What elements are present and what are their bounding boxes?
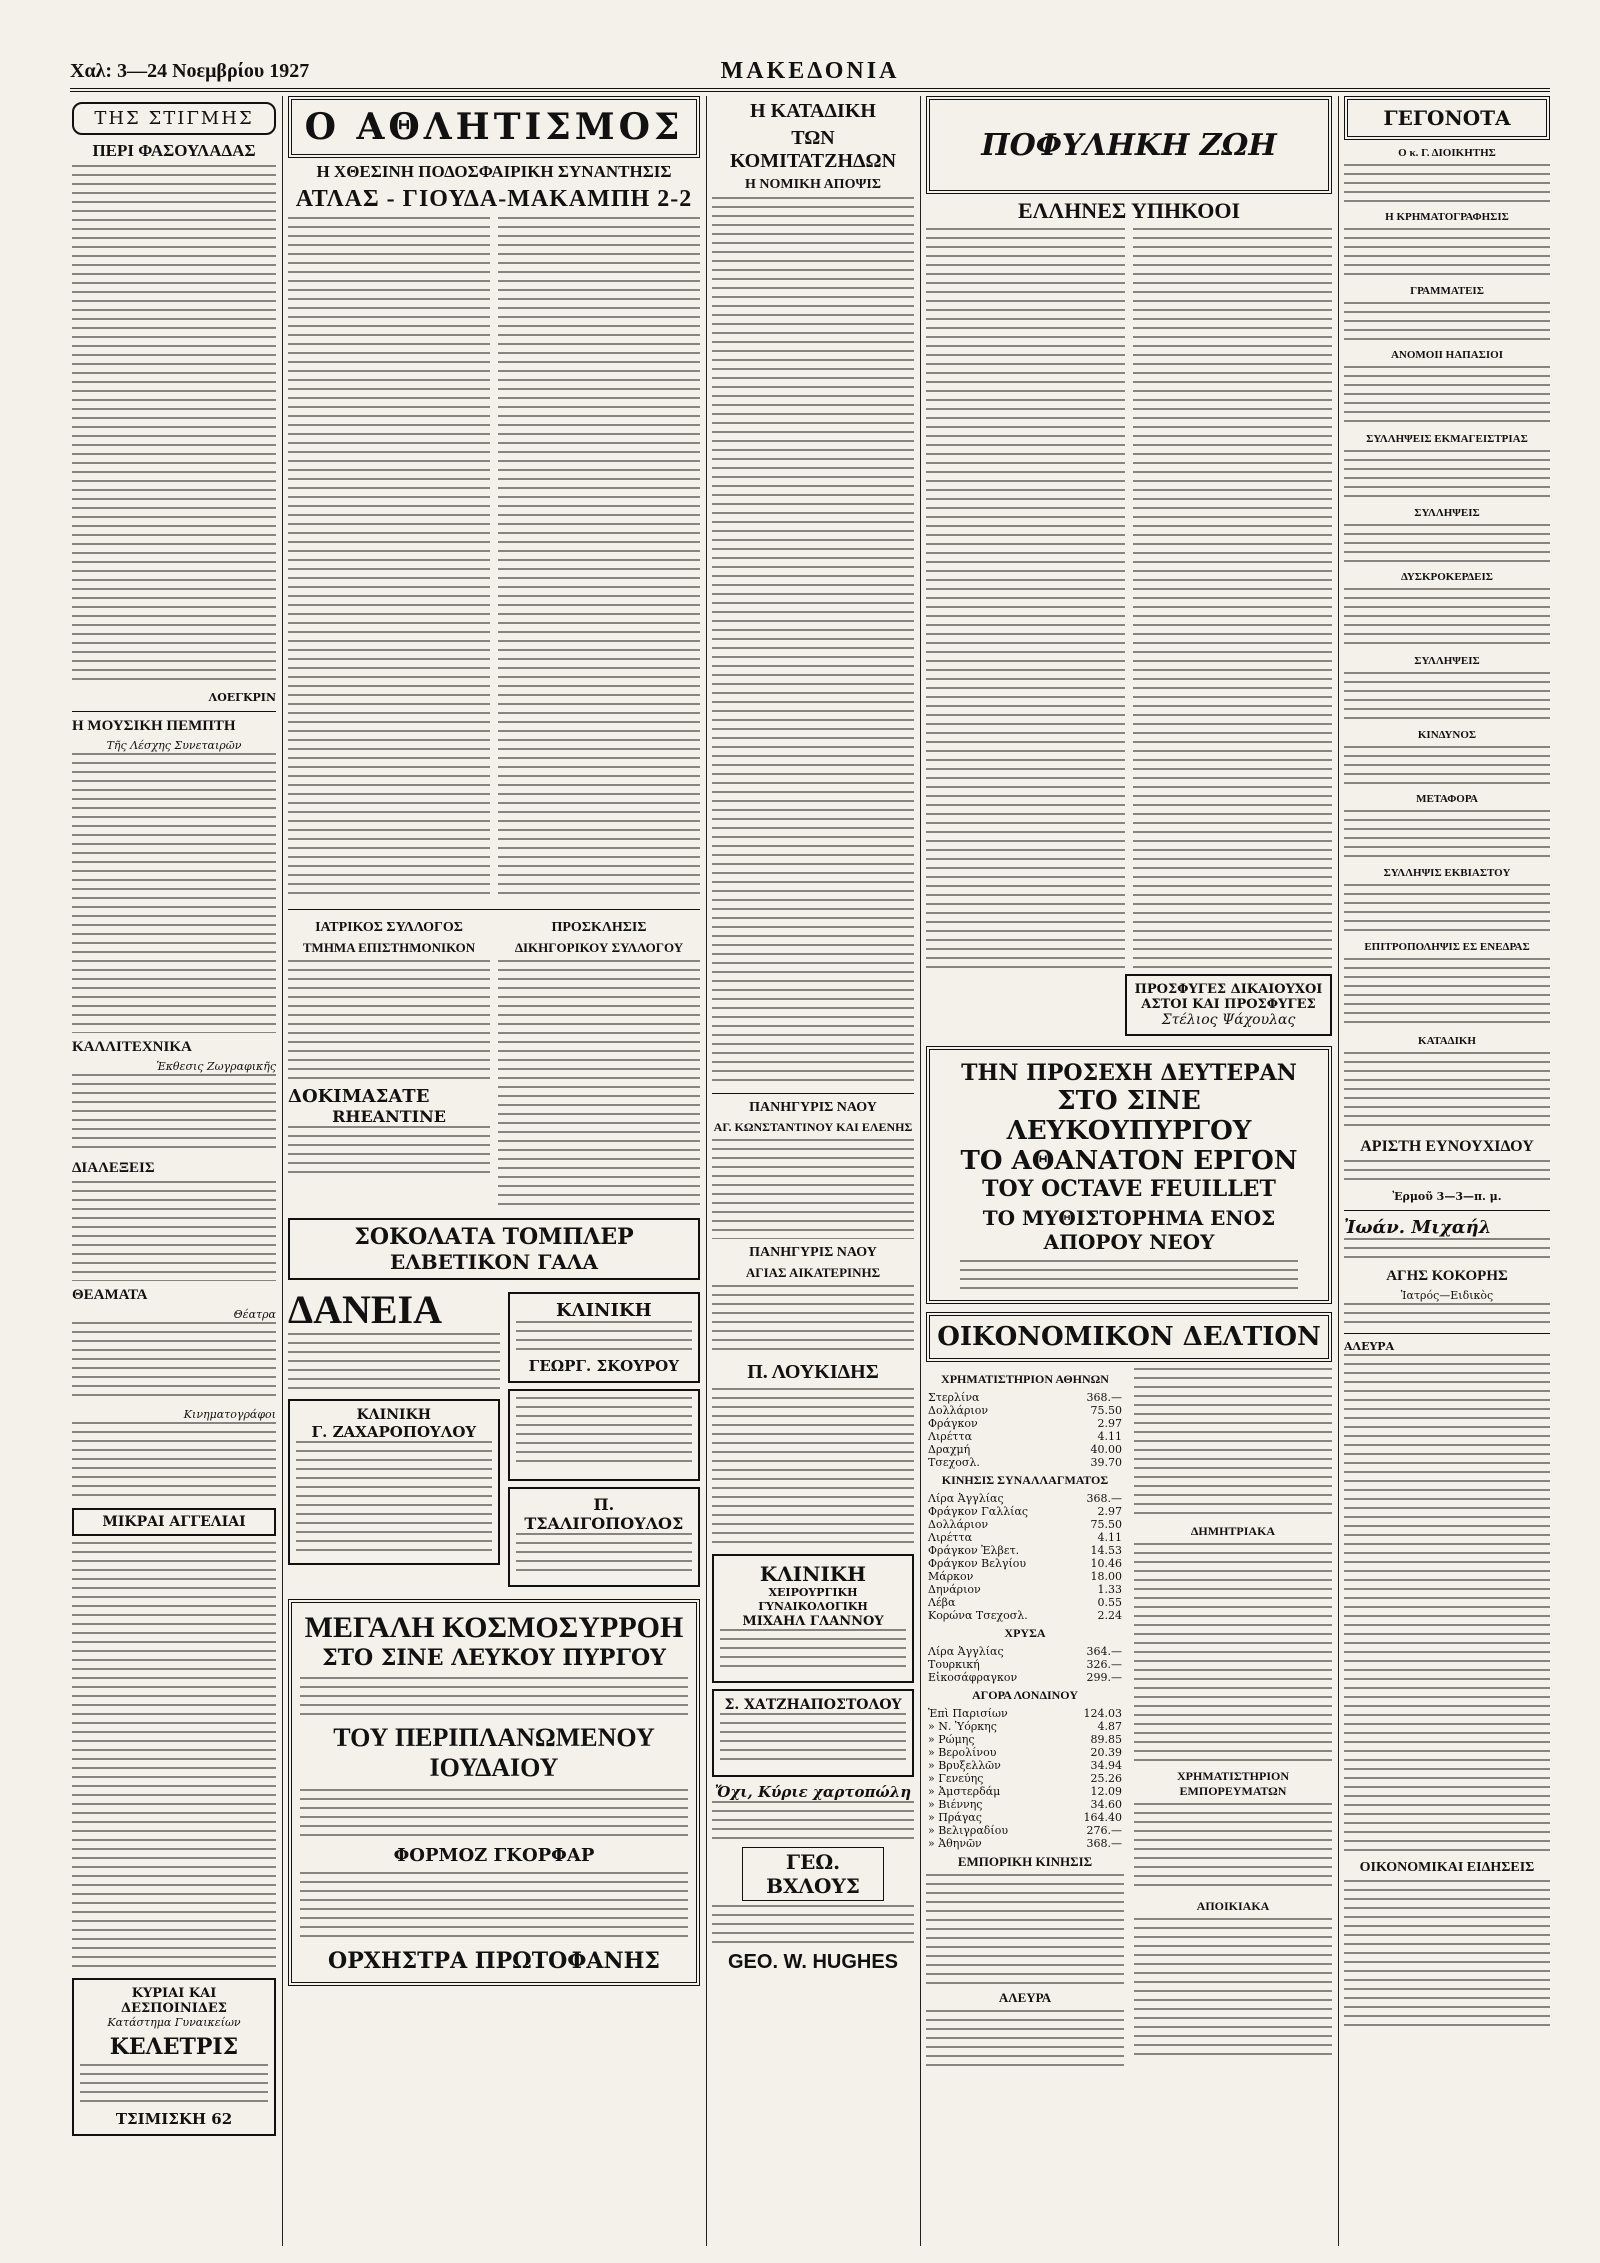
item-text [1344, 672, 1550, 722]
cinema-big-ad [288, 1599, 700, 1986]
notice-sub: ΤΜΗΜΑ ΕΠΙΣΤΗΜΟΝΙΚΟΝ [302, 940, 476, 955]
ad-name: Ἰωάν. Μιχαήλ [1344, 1217, 1492, 1238]
table-row [926, 1430, 1124, 1443]
row-value: 326.— [1086, 1658, 1122, 1671]
row-value: 0.55 [1097, 1596, 1122, 1609]
notice-heading: ΠΑΝΗΓΥΡΙΣ ΝΑΟΥ [749, 1245, 877, 1260]
row-value: 4.87 [1097, 1720, 1122, 1733]
row-value: 4.11 [1097, 1430, 1122, 1443]
table-row [926, 1596, 1124, 1609]
item-text [1344, 1052, 1550, 1132]
ad-address: ΤΣΙΜΙΣΚΗ 62 [115, 2110, 233, 2128]
row-label: Λίρα Ἀγγλίας [928, 1645, 1004, 1658]
lawyers-notice [498, 916, 700, 1086]
classified-ads [72, 1542, 276, 1972]
article-text [72, 1422, 276, 1502]
ad-product: RHEANTINE [332, 1107, 446, 1126]
item-text [1344, 746, 1550, 786]
section-heading: ΚΑΛΛΙΤΕΧΝΙΚΑ [72, 1039, 192, 1055]
table-row [926, 1583, 1124, 1596]
table-title: ΧΡΗΜΑΤΙΣΤΗΡΙΟΝ ΕΜΠΟΡΕΥΜΑΤΩΝ [1176, 1769, 1289, 1798]
row-value: 40.00 [1090, 1443, 1122, 1456]
table-row [926, 1492, 1124, 1505]
row-label: » Βρυξελλῶν [928, 1759, 1001, 1772]
rheantine-ad [288, 1086, 490, 1212]
row-label: » Βελιγραδίου [928, 1824, 1009, 1837]
item-heading: ΓΡΑΜΜΑΤΕΙΣ [1410, 285, 1484, 297]
stocks-table [926, 1391, 1124, 1469]
newspaper-title: ΜΑΚΕΔΟΝΙΑ [720, 58, 900, 84]
commerce-text [926, 1874, 1124, 1984]
ad-line: ΤΟΥ ΠΕΡΙΠΛΑΝΩΜΕΝΟΥ ΙΟΥΔΑΙΟΥ [333, 1723, 655, 1782]
article-text [712, 197, 914, 1087]
ad-line: ΤΟ ΑΘΑΝΑΤΟΝ ΕΡΓΟΝ [960, 1146, 1298, 1176]
sports-section-title: Ο ΑΘΛΗΤΙΣΜΟΣ [288, 96, 700, 158]
notice-heading: ΙΑΤΡΙΚΟΣ ΣΥΛΛΟΓΟΣ [315, 920, 463, 935]
row-value: 164.40 [1083, 1811, 1122, 1824]
article-text [72, 1181, 276, 1281]
headline-line: ΤΩΝ ΚΟΜΙΤΑΤΖΗΔΩΝ [729, 127, 897, 172]
row-value: 12.09 [1090, 1785, 1122, 1798]
signature: ΛΟΕΓΚΡΙΝ [208, 691, 276, 704]
item-text [1344, 228, 1550, 278]
ad-name: ΚΕΛΕΤΡΙΣ [109, 2034, 239, 2060]
table-row [926, 1798, 1124, 1811]
table-title: ΚΙΝΗΣΙΣ ΣΥΝΑΛΛΑΓΜΑΤΟΣ [941, 1473, 1109, 1487]
ad-sub: ΕΛΒΕΤΙΚΟΝ ΓΑΛΑ [390, 1250, 598, 1274]
hat-ad-title: Ὄχι, Κύριε χαρτοπώλη [714, 1783, 912, 1801]
table-row [926, 1404, 1124, 1417]
row-value: 34.94 [1090, 1759, 1122, 1772]
ad-doctor: Γ. ΖΑΧΑΡΟΠΟΥΛΟΥ [311, 1423, 477, 1441]
doctor-ad-title: Π. ΛΟΥΚΙΔΗΣ [747, 1361, 879, 1383]
notice-heading: ΠΑΝΗΓΥΡΙΣ ΝΑΟΥ [749, 1100, 877, 1115]
section-heading: Η ΜΟΥΣΙΚΗ ΠΕΜΠΤΗ [72, 718, 236, 734]
table-row [926, 1531, 1124, 1544]
article-text [72, 1074, 276, 1154]
clinic-ad [288, 1399, 500, 1565]
row-label: Ἐπὶ Παρισίων [928, 1707, 1008, 1720]
row-value: 75.50 [1090, 1404, 1122, 1417]
row-label: Λίρα Ἀγγλίας [928, 1492, 1004, 1505]
item-heading: ΣΥΛΛΗΨΕΙΣ [1414, 507, 1480, 519]
ad-doctor: ΓΕΩΡΓ. ΣΚΟΥΡΟΥ [528, 1357, 679, 1375]
ad-title: Π. ΤΣΑΛΙΓΟΠΟΥΛΟΣ [524, 1495, 684, 1533]
row-value: 10.46 [1090, 1557, 1122, 1570]
notice-sub: ΔΙΚΗΓΟΡΙΚΟΥ ΣΥΛΛΟΓΟΥ [514, 940, 684, 955]
ad-text [516, 1321, 692, 1351]
table-row [926, 1824, 1124, 1837]
row-value: 2.24 [1097, 1609, 1122, 1622]
table-row [926, 1785, 1124, 1798]
item-heading: Ο κ. Γ. ΔΙΟΙΚΗΤΗΣ [1398, 147, 1496, 159]
article-text [72, 753, 276, 1033]
headline-line: Η ΚΑΤΑΔΙΚΗ [750, 100, 876, 122]
row-label: Εἰκοσάφραγκον [928, 1671, 1018, 1684]
row-value: 89.85 [1090, 1733, 1122, 1746]
column-3 [712, 96, 914, 2246]
ad-sub: ΧΕΙΡΟΥΡΓΙΚΗ ΓΥΝΑΙΚΟΛΟΓΙΚΗ [758, 1586, 868, 1613]
notices-row [288, 916, 700, 1086]
ladies-shop-ad [72, 1978, 276, 2136]
facts-title: ΓΕΓΟΝΟΤΑ [1344, 96, 1550, 140]
column-5 [1344, 96, 1550, 2246]
table-row [926, 1557, 1124, 1570]
item-text [1344, 164, 1550, 204]
table-title: ΔΗΜΗΤΡΙΑΚΑ [1190, 1524, 1276, 1538]
econ-right [1134, 1368, 1332, 2076]
ad-title: ΚΛΙΝΙΚΗ [556, 1300, 652, 1321]
clinic-ad [712, 1554, 914, 1683]
parakatathiki-ad [498, 1086, 700, 1212]
row-label: Φράγκον Γαλλίας [928, 1505, 1029, 1518]
table-title: ΑΛΕΥΡΑ [998, 1990, 1052, 2005]
econ-text [1134, 1918, 1332, 2058]
row-label: Τσεχοσλ. [928, 1456, 980, 1469]
column-4 [926, 96, 1332, 2246]
item-text [1344, 588, 1550, 648]
brand-label: ΓΕΩ. ΒΧΛΟΥΣ [742, 1847, 884, 1901]
column-rule [1338, 96, 1339, 2246]
econ-title: ΟΙΚΟΝΟΜΙΚΟΝ ΔΕΛΤΙΟΝ [926, 1312, 1332, 1362]
ads-col-right [508, 1286, 700, 1593]
issue-date: Χαλ: 3—24 Νοεμβρίου 1927 [70, 60, 310, 82]
ad-text [288, 1126, 490, 1176]
ad-text [960, 1260, 1298, 1290]
section-heading: ΔΙΑΛΕΞΕΙΣ [72, 1160, 155, 1176]
article-heading: ΠΕΡΙ ΦΑΣΟΥΛΑΔΑΣ [92, 141, 256, 160]
ad-text [80, 2064, 268, 2104]
ad-sub: Κατάστημα Γυναικείων [107, 2016, 241, 2029]
row-label: Φράγκον Ἐλβετ. [928, 1544, 1020, 1557]
ad-sub: ΑΣΤΟΙ ΚΑΙ ΠΡΟΣΦΥΓΕΣ [1141, 997, 1316, 1012]
row-label: » Πράγας [928, 1811, 982, 1824]
ad-title: ΑΓΗΣ ΚΟΚΟΡΗΣ [1386, 1268, 1508, 1284]
row-value: 368.— [1086, 1492, 1122, 1505]
row-label: Τουρκική [928, 1658, 980, 1671]
section-sub: Κινηματογράφοι [183, 1408, 276, 1421]
row-value: 18.00 [1090, 1570, 1122, 1583]
notice-text [712, 1285, 914, 1355]
ad-title: ΚΥΡΙΑΙ ΚΑΙ ΔΕΣΠΟΙΝΙΔΕΣ [120, 1986, 228, 2016]
notice-text [498, 960, 700, 1080]
notice-text [712, 1139, 914, 1239]
ad-text [300, 1872, 688, 1942]
table-row [926, 1609, 1124, 1622]
doctor-ads-text [712, 1388, 914, 1548]
ad-doctor: ΜΙΧΑΗΛ ΓΛΑΝΝΟΥ [742, 1614, 884, 1629]
row-value: 368.— [1086, 1391, 1122, 1404]
ads-row-1 [288, 1086, 700, 1212]
row-label: Λέβα [928, 1596, 956, 1609]
gold-table [926, 1645, 1124, 1684]
notice-sub: ΑΓ. ΚΩΝΣΤΑΝΤΙΝΟΥ ΚΑΙ ΕΛΕΝΗΣ [713, 1120, 913, 1134]
notice-sub: ΑΓΙΑΣ ΑΙΚΑΤΕΡΙΝΗΣ [745, 1265, 881, 1280]
ad-title: ΔΟΚΙΜΑΣΑΤΕ [288, 1086, 430, 1107]
ad-name: Στέλιος Ψάχουλας [1161, 1012, 1296, 1028]
match-result: ΑΤΛΑΣ - ΓΙΟΥΔΑ-ΜΑΚΑΜΠΗ 2-2 [295, 186, 693, 212]
ad-line: ΟΡΧΗΣΤΡΑ ΠΡΩΤΟΦΑΝΗΣ [328, 1948, 660, 1974]
ad-text [720, 1629, 906, 1669]
article-text [498, 217, 700, 897]
divider [72, 711, 276, 712]
item-text [1344, 958, 1550, 1028]
divider [1344, 1210, 1550, 1211]
ad-line: ΜΕΓΑΛΗ ΚΟΣΜΟΣΥΡΡΟΗ [304, 1611, 684, 1644]
ad-line: ΤΟ ΜΥΘΙΣΤΟΡΗΜΑ ΕΝΟΣ ΑΠΟΡΟΥ ΝΕΟΥ [982, 1206, 1276, 1254]
ad-title: ΚΛΙΝΙΚΗ [356, 1407, 431, 1423]
row-label: Μάρκον [928, 1570, 974, 1583]
divider [288, 909, 700, 910]
table-row [926, 1443, 1124, 1456]
notice-heading: ΠΡΟΣΚΛΗΣΙΣ [551, 920, 647, 935]
table-row [926, 1720, 1124, 1733]
column-1 [72, 96, 276, 2246]
masthead [70, 58, 1550, 92]
ad-sub: Ἐρμοῦ 3—3—π. μ. [1392, 1190, 1502, 1203]
ad-title: ΑΡΙΣΤΗ ΕΥΝΟΥΧΙΔΟΥ [1360, 1138, 1534, 1155]
flour-text [926, 2010, 1124, 2070]
item-heading: Η ΚΡΗΜΑΤΟΓΡΑΦΗΣΙΣ [1385, 211, 1509, 223]
refugee-ad [1125, 974, 1332, 1036]
ad-line: ΣΤΟ ΣΙΝΕ ΛΕΥΚΟΥ ΠΥΡΓΟΥ [322, 1645, 666, 1671]
row-label: Λιρέττα [928, 1531, 973, 1544]
item-heading: ΑΝΟΜΟΙΙ ΗΑΠΑΣΙΟΙ [1390, 349, 1503, 361]
row-value: 2.97 [1097, 1417, 1122, 1430]
headline-sub: Η ΝΟΜΙΚΗ ΑΠΟΨΙΣ [745, 177, 881, 192]
table-row [926, 1772, 1124, 1785]
ad-line: ΣΤΟ ΣΙΝΕ ΛΕΥΚΟΥΠΥΡΓΟΥ [1006, 1086, 1252, 1146]
table-row [926, 1707, 1124, 1720]
table-row [926, 1505, 1124, 1518]
article-text [926, 228, 1125, 968]
row-value: 75.50 [1090, 1518, 1122, 1531]
section-sub: Τῆς Λέσχης Συνεταιρῶν [106, 739, 242, 752]
table-row [926, 1417, 1124, 1430]
row-value: 1.33 [1097, 1583, 1122, 1596]
ad-title: ΚΛΙΝΙΚΗ [759, 1562, 867, 1586]
ad-line: ΤΟΥ OCTAVE FEUILLET [982, 1176, 1276, 1202]
row-label: » Ν. Ὑόρκης [928, 1720, 997, 1733]
london-table [926, 1707, 1124, 1850]
item-heading: ΕΠΙΤΡΟΠΟΛΗΨΙΣ ΕΣ ΕΝΕΔΡΑΣ [1364, 941, 1530, 953]
column-rule [706, 96, 707, 2246]
ad-line: ΦΟΡΜΟΖ ΓΚΟΡΦΑΡ [393, 1845, 595, 1866]
news-text [1344, 1880, 1550, 2030]
article-body [926, 228, 1332, 974]
ad-sub: Ἰατρός—Ειδικὸς [1400, 1289, 1494, 1302]
table-row [926, 1837, 1124, 1850]
section-sub: Θέατρα [233, 1308, 276, 1321]
article-body [288, 217, 700, 903]
row-label: » Ἀμστερδάμ [928, 1785, 1001, 1798]
row-value: 2.97 [1097, 1505, 1122, 1518]
tsaligopoulos-ad [508, 1487, 700, 1587]
row-value: 14.53 [1090, 1544, 1122, 1557]
table-row [926, 1759, 1124, 1772]
brand-label: GEO. W. HUGHES [727, 1951, 899, 1973]
divider [712, 1093, 914, 1094]
ad-text [720, 1713, 906, 1763]
table-row [926, 1645, 1124, 1658]
loans-ad [288, 1286, 500, 1593]
table-row [926, 1733, 1124, 1746]
ad-title: Σ. ΧΑΤΖΗΑΠΟΣΤΟΛΟΥ [724, 1697, 902, 1713]
table-row [926, 1518, 1124, 1531]
item-text [1344, 524, 1550, 564]
row-value: 25.26 [1090, 1772, 1122, 1785]
row-value: 276.— [1086, 1824, 1122, 1837]
ad-text [296, 1441, 492, 1551]
table-title: ΧΡΗΜΑΤΙΣΤΗΡΙΟΝ ΑΘΗΝΩΝ [941, 1372, 1109, 1386]
cinema-ad [926, 1046, 1332, 1304]
item-text [1344, 366, 1550, 426]
ad-text [516, 1397, 692, 1467]
ad-text [300, 1677, 688, 1717]
section-box-heading: ΜΙΚΡΑΙ ΑΓΓΕΛΙΑΙ [72, 1508, 276, 1536]
ad-text [300, 1789, 688, 1839]
ad-text [516, 1533, 692, 1573]
ad-text [1344, 1160, 1550, 1184]
table-row [926, 1671, 1124, 1684]
ad-title: ΠΡΟΣΦΥΓΕΣ ΔΙΚΑΙΟΥΧΟΙ [1134, 982, 1323, 997]
row-label: » Ρώμης [928, 1733, 975, 1746]
table-row [926, 1570, 1124, 1583]
medical-notice [288, 916, 490, 1086]
divider [1344, 1333, 1550, 1334]
row-value: 124.03 [1083, 1707, 1122, 1720]
row-value: 20.39 [1090, 1746, 1122, 1759]
row-value: 39.70 [1090, 1456, 1122, 1469]
table-row [926, 1544, 1124, 1557]
econ-left [926, 1368, 1124, 2076]
econ-text [1134, 1543, 1332, 1763]
table-title: ΑΠΟΙΚΙΑΚΑ [1196, 1899, 1270, 1913]
table-title: ΕΜΠΟΡΙΚΗ ΚΙΝΗΣΙΣ [957, 1854, 1093, 1869]
table-row [926, 1811, 1124, 1824]
table-title: ΧΡΥΣΑ [1004, 1626, 1046, 1640]
ad-text [288, 1333, 500, 1393]
fx-table [926, 1492, 1124, 1622]
ad-title: ΔΑΝΕΙΑ [288, 1287, 442, 1332]
notice-text [288, 960, 490, 1080]
table-row [926, 1391, 1124, 1404]
ad-text [1344, 1238, 1550, 1262]
refugee-row [926, 974, 1332, 1036]
item-heading: ΣΥΛΛΗΨΕΙΣ [1414, 655, 1480, 667]
table-row [926, 1456, 1124, 1469]
row-label: Λιρέττα [928, 1430, 973, 1443]
row-label: Δολλάριον [928, 1404, 989, 1417]
item-heading: ΚΑΤΑΔΙΚΗ [1418, 1035, 1476, 1047]
ad-line: ΤΗΝ ΠΡΟΣΕΧΗ ΔΕΥΤΕΡΑΝ [961, 1060, 1297, 1086]
ad-title: ΣΟΚΟΛΑΤΑ ΤΟΜΠΛΕΡ [354, 1224, 634, 1250]
article-text [72, 165, 276, 685]
ad-text [498, 1086, 700, 1206]
small-ad [508, 1389, 700, 1481]
item-text [1344, 810, 1550, 860]
ad-text [1344, 1303, 1550, 1327]
item-text [1344, 884, 1550, 934]
econ-text [1134, 1803, 1332, 1893]
banner-title: ΠΟΦΥΛΗΚΗ ΖΩΗ [926, 96, 1332, 194]
column-2 [288, 96, 700, 2246]
row-value: 4.11 [1097, 1531, 1122, 1544]
row-label: » Ἀθηνῶν [928, 1837, 982, 1850]
article-text [288, 217, 490, 897]
article-headline: Η ΧΘΕΣΙΝΗ ΠΟΔΟΣΦΑΙΡΙΚΗ ΣΥΝΑΝΤΗΣΙΣ [316, 162, 672, 181]
chocolate-ad [288, 1218, 700, 1280]
row-label: Δηνάριον [928, 1583, 981, 1596]
row-label: » Γενεύης [928, 1772, 984, 1785]
table-row [926, 1658, 1124, 1671]
row-label: Φράγκον Βελγίου [928, 1557, 1027, 1570]
row-value: 364.— [1086, 1645, 1122, 1658]
item-heading: ΣΥΛΛΗΨΕΙΣ ΕΚΜΑΓΕΙΣΤΡΙΑΣ [1366, 433, 1528, 445]
kiniki-ad [508, 1292, 700, 1383]
section-heading: ΟΙΚΟΝΟΜΙΚΑΙ ΕΙΔΗΣΕΙΣ [1359, 1860, 1535, 1875]
column-box-title: ΤΗΣ ΣΤΙΓΜΗΣ [72, 102, 276, 135]
row-value: 368.— [1086, 1837, 1122, 1850]
item-heading: ΔΥΣΚΡΟΚΕΡΔΕΙΣ [1401, 571, 1493, 583]
econ-body [926, 1368, 1332, 2076]
market-text [1344, 1354, 1550, 1854]
ads-row-2 [288, 1286, 700, 1593]
ad-text [712, 1905, 914, 1945]
section-sub: Ἐκθεσις Ζωγραφικῆς [156, 1060, 276, 1073]
item-heading: ΜΕΤΑΦΟΡΑ [1416, 793, 1478, 805]
row-label: » Βιέννης [928, 1798, 983, 1811]
spacer [926, 974, 1117, 1036]
row-label: Δολλάριον [928, 1518, 989, 1531]
row-label: Κορώνα Τσεχοσλ. [928, 1609, 1028, 1622]
table-title: ΑΓΟΡΑ ΛΟΝΔΙΝΟΥ [972, 1688, 1078, 1702]
article-text [1133, 228, 1332, 968]
row-value: 299.— [1086, 1671, 1122, 1684]
column-rule [282, 96, 283, 2246]
hatzi-ad [712, 1689, 914, 1777]
item-heading: ΚΙΝΔΥΝΟΣ [1417, 729, 1477, 741]
item-heading: ΣΥΛΛΗΨΙΣ ΕΚΒΙΑΣΤΟΥ [1383, 867, 1511, 879]
row-label: Φράγκον [928, 1417, 978, 1430]
column-rule [920, 96, 921, 2246]
item-text [1344, 450, 1550, 500]
row-label: Δραχμή [928, 1443, 971, 1456]
article-headline: ΕΛΛΗΝΕΣ ΥΠΗΚΟΟΙ [1017, 198, 1241, 223]
item-text [1344, 302, 1550, 342]
article-text [72, 1322, 276, 1402]
econ-text [1134, 1368, 1332, 1518]
section-heading: ΑΛΕΥΡΑ [1344, 1340, 1395, 1353]
ad-text [712, 1801, 914, 1841]
table-row [926, 1746, 1124, 1759]
row-label: » Βερολίνου [928, 1746, 997, 1759]
section-heading: ΘΕΑΜΑΤΑ [72, 1287, 148, 1303]
row-label: Στερλίνα [928, 1391, 980, 1404]
row-value: 34.60 [1090, 1798, 1122, 1811]
